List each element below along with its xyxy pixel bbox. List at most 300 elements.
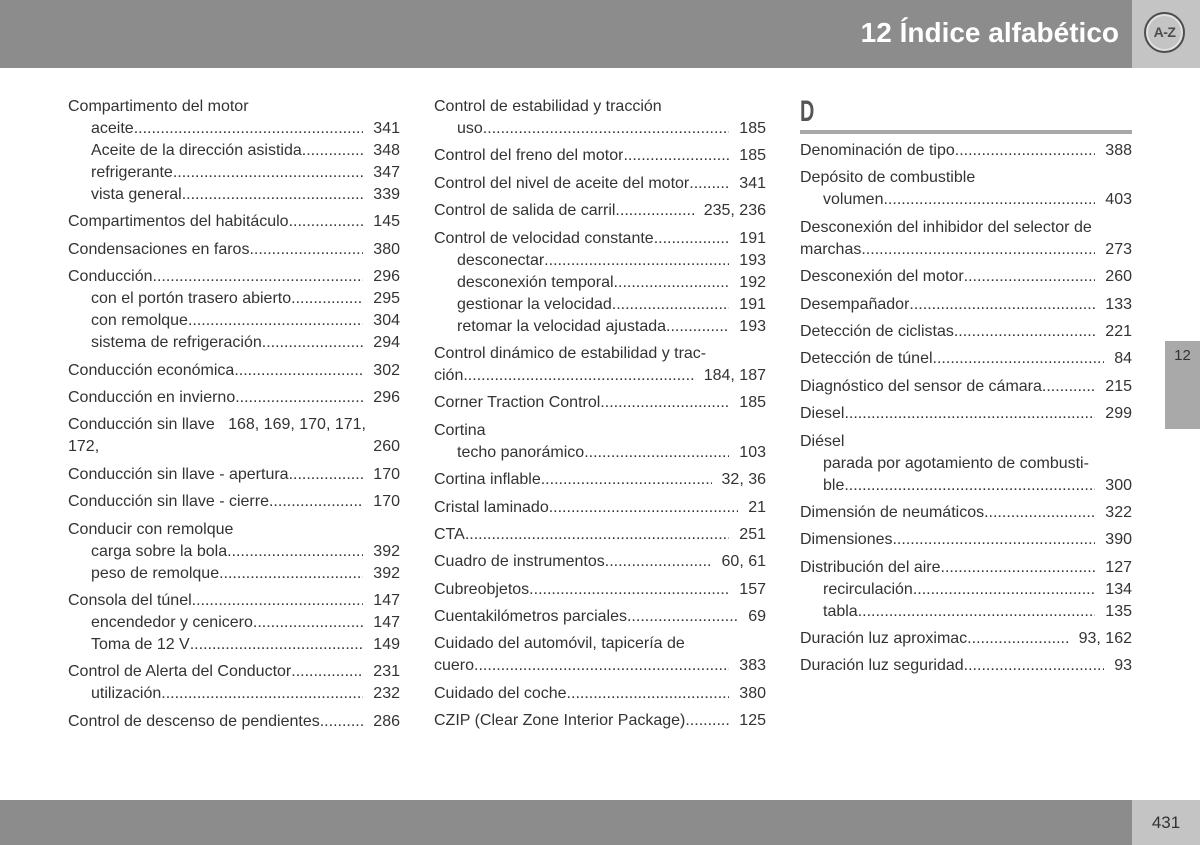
index-entry [434,145,766,167]
sub-entry-line [68,563,400,585]
entry-list [800,140,1132,677]
dot-leader [954,321,1095,343]
entry-text: Detección de ciclistas [800,322,954,340]
index-entry [68,590,400,656]
entry-text: tabla [823,602,858,620]
entry-list [434,96,766,732]
sub-entry-line [800,579,1132,601]
dot-leader [844,403,1095,425]
index-column [434,96,766,732]
chapter-tab-label: 12 [1174,347,1191,364]
page-ref: 185 [739,147,766,165]
page-ref: 380 [739,684,766,702]
page-ref: 145 [373,213,400,231]
sub-entry-line [434,118,766,140]
sub-entry-line [434,294,766,316]
sub-entry-line [800,453,1132,475]
entry-text: refrigerante [91,164,173,181]
entry-line [434,228,766,250]
entry-line [434,655,766,677]
dot-leader [474,655,729,677]
dot-leader [249,239,363,261]
dot-leader [262,332,364,354]
entry-text: Conducción en invierno [68,388,236,406]
sub-entry-line [68,118,400,140]
entry-line [68,239,400,261]
chapter-tab [1165,341,1200,429]
page-number: 431 [1132,800,1200,845]
dot-leader [190,634,364,656]
index-entry [68,239,400,261]
entry-text: Compartimentos del habitáculo [68,213,289,231]
page-ref: 21 [748,498,766,516]
dot-leader [269,491,363,513]
entry-line [800,529,1132,551]
page-ref: 134 [1105,580,1132,598]
index-entry [68,96,400,206]
entry-line [434,96,766,118]
dot-leader [219,563,363,585]
dot-leader [541,469,712,491]
sub-entry-line [68,288,400,310]
index-entry [800,167,1132,211]
entry-text: carga sobre la bola [91,542,228,560]
entry-line [434,392,766,414]
a-z-index-icon: A-Z [1144,12,1185,53]
entry-line [68,464,400,486]
entry-text: recirculación [823,580,913,598]
entry-line [434,633,766,655]
entry-text: uso [457,120,483,137]
page-ref: 127 [1105,558,1132,576]
index-entry [68,711,400,733]
entry-line [68,661,400,683]
entry-line [68,414,400,436]
index-entry [800,529,1132,551]
entry-text: ción [434,366,464,384]
entry-text: Desempañador [800,295,910,313]
index-entry [434,420,766,464]
dot-leader [153,266,364,288]
index-entry [68,387,400,409]
index-entry [800,431,1132,497]
entry-text: Conducción económica [68,361,235,379]
page-ref: 192 [739,273,766,291]
dot-leader [584,442,729,464]
page-ref: 185 [739,394,766,412]
page-ref: 348 [373,142,400,159]
page-ref: 260 [373,438,400,456]
entry-line [800,140,1132,162]
entry-text: con el portón trasero abierto [91,290,292,308]
dot-leader [302,140,364,162]
chapter-title: 12 Índice alfabético [860,17,1119,48]
dot-leader [984,502,1095,524]
entry-text: encendedor y cenicero [91,613,253,631]
entry-text: Conducción sin llave - cierre [68,493,269,511]
dot-leader [909,294,1095,316]
entry-text: aceite [91,120,134,137]
entry-line [434,145,766,167]
dot-leader [964,655,1105,677]
entry-line [434,173,766,195]
dot-leader [320,711,364,733]
dot-leader [689,173,729,195]
dot-leader [235,387,363,409]
dot-leader [544,250,729,272]
index-entry [434,551,766,573]
page-ref: 304 [373,312,400,330]
page-ref: 135 [1105,602,1132,620]
dot-leader [227,541,363,563]
entry-line [434,710,766,732]
dot-leader [623,145,729,167]
dot-leader [933,348,1105,370]
entry-text: sistema de refrigeración [91,334,262,352]
entry-text: Diesel [800,405,845,423]
dot-leader [666,316,729,338]
index-entry [800,502,1132,524]
dot-leader [654,228,730,250]
entry-text: peso de remolque [91,564,220,582]
entry-line [68,436,400,458]
letter-heading: D [800,95,815,128]
entry-line [800,348,1132,370]
index-entry [434,173,766,195]
index-entry [800,140,1132,162]
dot-leader [627,606,738,628]
page-ref: 302 [373,361,400,379]
entry-line [434,469,766,491]
index-entry [434,579,766,601]
entry-text: Condensaciones en faros [68,240,250,258]
entry-line [68,96,400,118]
page-ref: 347 [373,164,400,181]
sub-entry-line [800,475,1132,497]
entry-text: Control de salida de carril [434,202,616,220]
dot-leader [913,579,1095,601]
entry-line [68,711,400,733]
entry-line [800,376,1132,398]
dot-leader [465,524,729,546]
entry-line [434,551,766,573]
sub-entry-line [434,442,766,464]
page-ref: 322 [1105,503,1132,521]
sub-entry-line [68,162,400,184]
page-ref: 231 [373,663,400,681]
page-ref: 296 [373,268,400,286]
page-ref: 191 [739,229,766,247]
page-ref: 60, 61 [721,553,766,571]
entry-text: Depósito de combustible [800,169,976,187]
dot-leader [844,475,1095,497]
entry-text: Diésel [800,432,845,450]
page-ref: 295 [373,290,400,308]
index-entry [800,557,1132,623]
entry-text: Cuidado del automóvil, tapicería de [434,635,685,653]
page-ref: 69 [748,608,766,626]
dot-leader [549,497,738,519]
entry-line [434,497,766,519]
entry-line [434,606,766,628]
dot-leader [964,266,1096,288]
sub-entry-line [68,612,400,634]
page-header [0,0,1132,68]
page-ref: 185 [739,120,766,137]
entry-text: ble [823,476,845,494]
dot-leader [291,661,363,683]
entry-line [800,294,1132,316]
entry-text: Duración luz aproximac. [800,630,972,648]
dot-leader [685,710,729,732]
index-entry [800,294,1132,316]
header-icon-box [1132,0,1200,68]
index-entry [434,96,766,140]
entry-text: gestionar la velocidad [457,295,612,313]
entry-text: volumen [823,191,884,209]
index-entry [434,469,766,491]
index-column [800,96,1132,677]
index-entry [68,491,400,513]
page-ref: 388 [1105,142,1132,159]
sub-entry-line [434,250,766,272]
page-ref: 383 [739,657,766,675]
sub-entry-line [68,310,400,332]
entry-text: Control dinámico de estabilidad y trac- [434,344,707,362]
entry-line [434,683,766,705]
index-entry [68,464,400,486]
index-entry [434,392,766,414]
entry-text: desconectar [457,251,545,269]
dot-leader [253,612,363,634]
index-entry [434,343,766,387]
entry-line [68,519,400,541]
entry-line [68,590,400,612]
entry-text: Control del nivel de aceite del motor [434,174,690,192]
index-entry [434,497,766,519]
dot-leader [861,239,1095,261]
page-ref: 193 [739,317,766,335]
entry-line [434,343,766,365]
entry-line [434,420,766,442]
index-entry [68,360,400,382]
entry-text: Desconexión del motor [800,268,964,286]
dot-leader [955,140,1096,162]
entry-text: techo panorámico [457,443,585,461]
entry-line [68,211,400,233]
entry-line [68,491,400,513]
entry-line [800,557,1132,579]
dot-leader [883,189,1095,211]
dot-leader [192,590,364,612]
entry-text: desconexión temporal [457,273,614,291]
dot-leader [289,211,364,233]
page-ref: 235, 236 [703,202,766,220]
entry-line [800,167,1132,189]
sub-entry-line [434,316,766,338]
entry-text: Control del freno del motor [434,147,624,165]
dot-leader [291,288,363,310]
entry-text: Control de descenso de pendientes [68,712,320,730]
index-entry [800,217,1132,261]
index-entry [68,211,400,233]
page-ref: 193 [739,251,766,269]
sub-entry-line [68,140,400,162]
entry-list [68,96,400,733]
page-ref: 170 [373,465,400,483]
page-ref: 390 [1105,531,1132,549]
page-ref: 32, 36 [721,471,766,489]
entry-text: Duración luz seguridad [800,657,964,675]
page-ref: 286 [373,712,400,730]
page-ref: 299 [1105,405,1132,423]
entry-line [434,579,766,601]
entry-text: Cristal laminado [434,498,549,516]
dot-leader [612,294,730,316]
dot-leader [1042,376,1095,398]
entry-text: Control de velocidad constante [434,229,654,247]
page-footer [0,800,1132,845]
entry-line [800,431,1132,453]
page-ref: 147 [373,591,400,609]
dot-leader [234,360,363,382]
page-ref: 147 [373,613,400,631]
page-ref: 221 [1105,322,1132,340]
page-ref: 260 [1105,268,1132,286]
page-ref: 341 [373,120,400,137]
index-entry [800,403,1132,425]
entry-text: Cuadro de instrumentos [434,553,605,571]
page-ref: 93 [1114,657,1132,675]
entry-line [434,200,766,222]
entry-line [68,266,400,288]
dot-leader [605,551,712,573]
index-entry [434,606,766,628]
dot-leader [173,162,363,184]
page-ref: 341 [739,174,766,192]
entry-text: Cubreobjetos [434,580,530,598]
page-ref: 125 [739,712,766,730]
index-entry [434,228,766,338]
index-entry [68,266,400,354]
entry-text: 172, [68,438,100,456]
entry-text: Cortina [434,421,486,439]
page-ref: 133 [1105,295,1132,313]
entry-text: Consola del túnel [68,591,192,609]
page-ref: 157 [739,580,766,598]
index-entry [800,266,1132,288]
sub-entry-line [800,189,1132,211]
index-entry [800,376,1132,398]
page-ref: 191 [739,295,766,313]
entry-text: Toma de 12 V [91,635,190,653]
sub-entry-line [68,184,400,206]
entry-text: vista general [91,186,182,203]
entry-text: Denominación de tipo [800,142,955,159]
entry-text: Conducción sin llave 168, 169, 170, 171, [68,416,366,434]
entry-line [800,403,1132,425]
dot-leader [483,118,730,140]
page-ref: 103 [739,443,766,461]
index-entry [434,524,766,546]
entry-line [800,655,1132,677]
entry-text: Corner Traction Control [434,394,601,412]
index-entry [800,321,1132,343]
entry-text: cuero [434,657,475,675]
entry-line [800,321,1132,343]
dot-leader [161,683,363,705]
entry-text: Aceite de la dirección asistida [91,142,302,159]
dot-leader [567,683,730,705]
page-ref: 93, 162 [1078,630,1132,648]
entry-line [68,387,400,409]
dot-leader [941,557,1096,579]
sub-entry-line [434,272,766,294]
dot-leader [600,392,729,414]
entry-text: Cuentakilómetros parciales [434,608,627,626]
page-ref: 215 [1105,377,1132,395]
index-entry [800,628,1132,650]
page-ref: 392 [373,542,400,560]
page-ref: 392 [373,564,400,582]
page-ref: 296 [373,388,400,406]
entry-text: Control de estabilidad y tracción [434,98,662,115]
index-entry [68,519,400,585]
sub-entry-line [68,541,400,563]
dot-leader [615,200,693,222]
entry-text: Conducir con remolque [68,520,234,538]
dot-leader [182,184,364,206]
page-ref: 232 [373,685,400,703]
index-entry [434,200,766,222]
index-entry [434,683,766,705]
entry-text: Compartimento del motor [68,98,249,115]
dot-leader [614,272,730,294]
index-entry [800,655,1132,677]
entry-text: CTA [434,525,465,543]
page-ref: 403 [1105,191,1132,209]
letter-rule [800,130,1132,134]
page-ref: 84 [1114,350,1132,368]
sub-entry-line [68,332,400,354]
entry-text: utilización [91,685,162,703]
page-ref: 380 [373,240,400,258]
page-ref: 294 [373,334,400,352]
entry-text: Cortina inflable [434,471,541,489]
entry-text: parada por agotamiento de combusti- [823,454,1089,472]
entry-line [800,628,1132,650]
dot-leader [972,628,1069,650]
dot-leader [892,529,1095,551]
dot-leader [289,464,364,486]
entry-text: Distribución del aire [800,558,941,576]
page-ref: 300 [1105,476,1132,494]
entry-text: Conducción sin llave - apertura [68,465,289,483]
entry-text: marchas [800,240,862,258]
entry-text: Control de Alerta del Conductor [68,663,292,681]
entry-line [800,217,1132,239]
index-entry [800,348,1132,370]
entry-line [800,266,1132,288]
entry-line [68,360,400,382]
index-entry [68,414,400,458]
entry-text: retomar la velocidad ajustada [457,317,667,335]
index-entry [68,661,400,705]
dot-leader [188,310,363,332]
entry-text: Conducción [68,268,153,286]
dot-leader [858,601,1096,623]
page-ref: 170 [373,493,400,511]
